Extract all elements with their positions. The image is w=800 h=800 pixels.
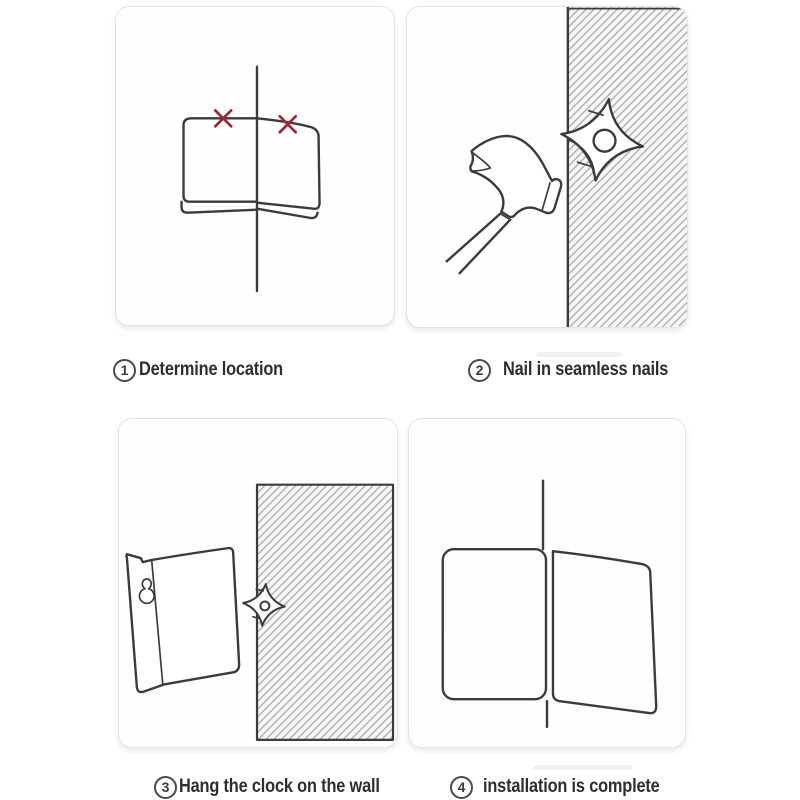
hatched-wall xyxy=(257,485,393,740)
step-1-label: Determine location xyxy=(139,359,283,380)
step-1-caption xyxy=(113,357,306,383)
panel-keyhole-hanger-icon xyxy=(126,548,239,692)
ghost-text-artifact xyxy=(533,765,633,770)
step-3-number-badge: 3 xyxy=(154,776,177,799)
open-panels-sketch xyxy=(443,549,656,713)
step-2-illustration xyxy=(407,7,687,327)
step-4-illustration xyxy=(409,419,685,747)
step-4-panel xyxy=(408,418,686,748)
step-4-number-badge: 4 xyxy=(450,776,473,799)
step-1-panel xyxy=(115,6,395,326)
step-2-number-badge: 2 xyxy=(468,359,491,382)
step-3-caption xyxy=(154,774,412,800)
step-4-caption xyxy=(450,774,688,800)
folded-panel-sketch xyxy=(182,118,320,218)
hammer-icon xyxy=(447,136,561,273)
step-2-caption xyxy=(468,357,695,383)
step-1-illustration xyxy=(116,7,394,325)
hatched-wall xyxy=(568,7,687,327)
step-2-panel xyxy=(406,6,688,328)
step-4-label: installation is complete xyxy=(483,776,660,797)
step-3-label: Hang the clock on the wall xyxy=(179,776,380,797)
step-3-panel xyxy=(118,418,398,748)
step-3-illustration xyxy=(119,419,397,747)
step-1-number-badge: 1 xyxy=(113,359,136,382)
step-2-label: Nail in seamless nails xyxy=(503,359,669,380)
